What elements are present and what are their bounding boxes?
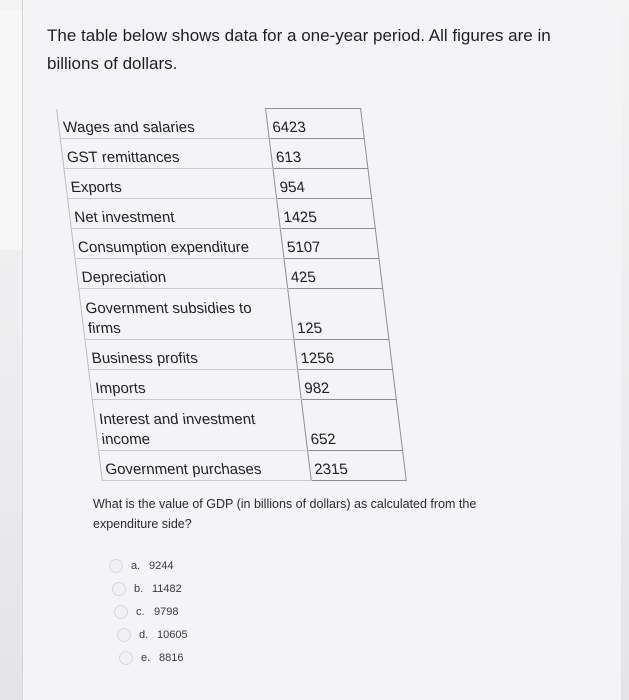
row-label: Depreciation (75, 259, 288, 289)
table-row (75, 259, 383, 289)
row-label: Imports (89, 370, 302, 400)
table-row (64, 169, 372, 199)
row-value: 1256 (294, 340, 393, 370)
row-label: Business profits (85, 340, 298, 370)
table-row (68, 199, 376, 229)
radio-button[interactable] (109, 559, 123, 573)
row-label: Government purchases (99, 451, 312, 481)
table-row (85, 340, 393, 370)
row-value: 1425 (277, 199, 376, 229)
row-value: 954 (273, 169, 372, 199)
question-intro-text: The table below shows data for a one-year period. All figures are in billions of dollars. (47, 26, 551, 73)
radio-button[interactable] (117, 628, 131, 642)
option-value: 8816 (159, 651, 184, 664)
row-label: Consumption expenditure (71, 229, 284, 259)
row-value: 6423 (266, 109, 365, 139)
radio-button[interactable] (119, 651, 133, 665)
row-value: 125 (288, 289, 389, 340)
question-prompt: What is the value of GDP (in billions of dollars) as calculated from the expenditure side? (93, 497, 477, 531)
row-label: GST remittances (60, 139, 273, 169)
data-table (56, 108, 407, 481)
answer-option-c[interactable] (114, 600, 188, 623)
table-row (71, 229, 379, 259)
table-row (89, 370, 397, 400)
answer-option-b[interactable] (112, 577, 188, 600)
option-value: 10605 (157, 628, 188, 641)
option-letter: c. (136, 605, 145, 618)
answer-option-e[interactable] (119, 646, 188, 669)
quiz-question-panel (22, 0, 621, 700)
option-letter: b. (134, 582, 144, 595)
row-value: 982 (298, 370, 397, 400)
row-value: 5107 (280, 229, 379, 259)
radio-button[interactable] (114, 605, 128, 619)
table-row (60, 139, 368, 169)
row-label: Interest and investment income (98, 411, 257, 448)
row-value: 613 (269, 139, 368, 169)
row-value: 652 (301, 400, 402, 451)
option-value: 11482 (152, 582, 182, 595)
answer-option-d[interactable] (117, 623, 188, 646)
answer-option-a[interactable] (109, 554, 188, 577)
row-label: Wages and salaries (57, 109, 270, 139)
option-value: 9244 (149, 559, 174, 572)
row-label: Exports (64, 169, 277, 199)
option-letter: d. (139, 628, 149, 641)
table-row (99, 451, 407, 481)
table-row (79, 289, 389, 340)
option-value: 9798 (154, 605, 179, 618)
row-value: 425 (284, 259, 383, 289)
table-row (57, 109, 365, 139)
radio-button[interactable] (112, 582, 126, 596)
left-panel-edge (0, 10, 23, 250)
option-letter: a. (131, 559, 141, 572)
table-row (92, 400, 402, 451)
row-label: Government subsidies to firms (84, 300, 253, 337)
row-value: 2315 (308, 451, 407, 481)
row-label: Net investment (68, 199, 281, 229)
answer-options (109, 554, 188, 669)
option-letter: e. (141, 651, 151, 664)
